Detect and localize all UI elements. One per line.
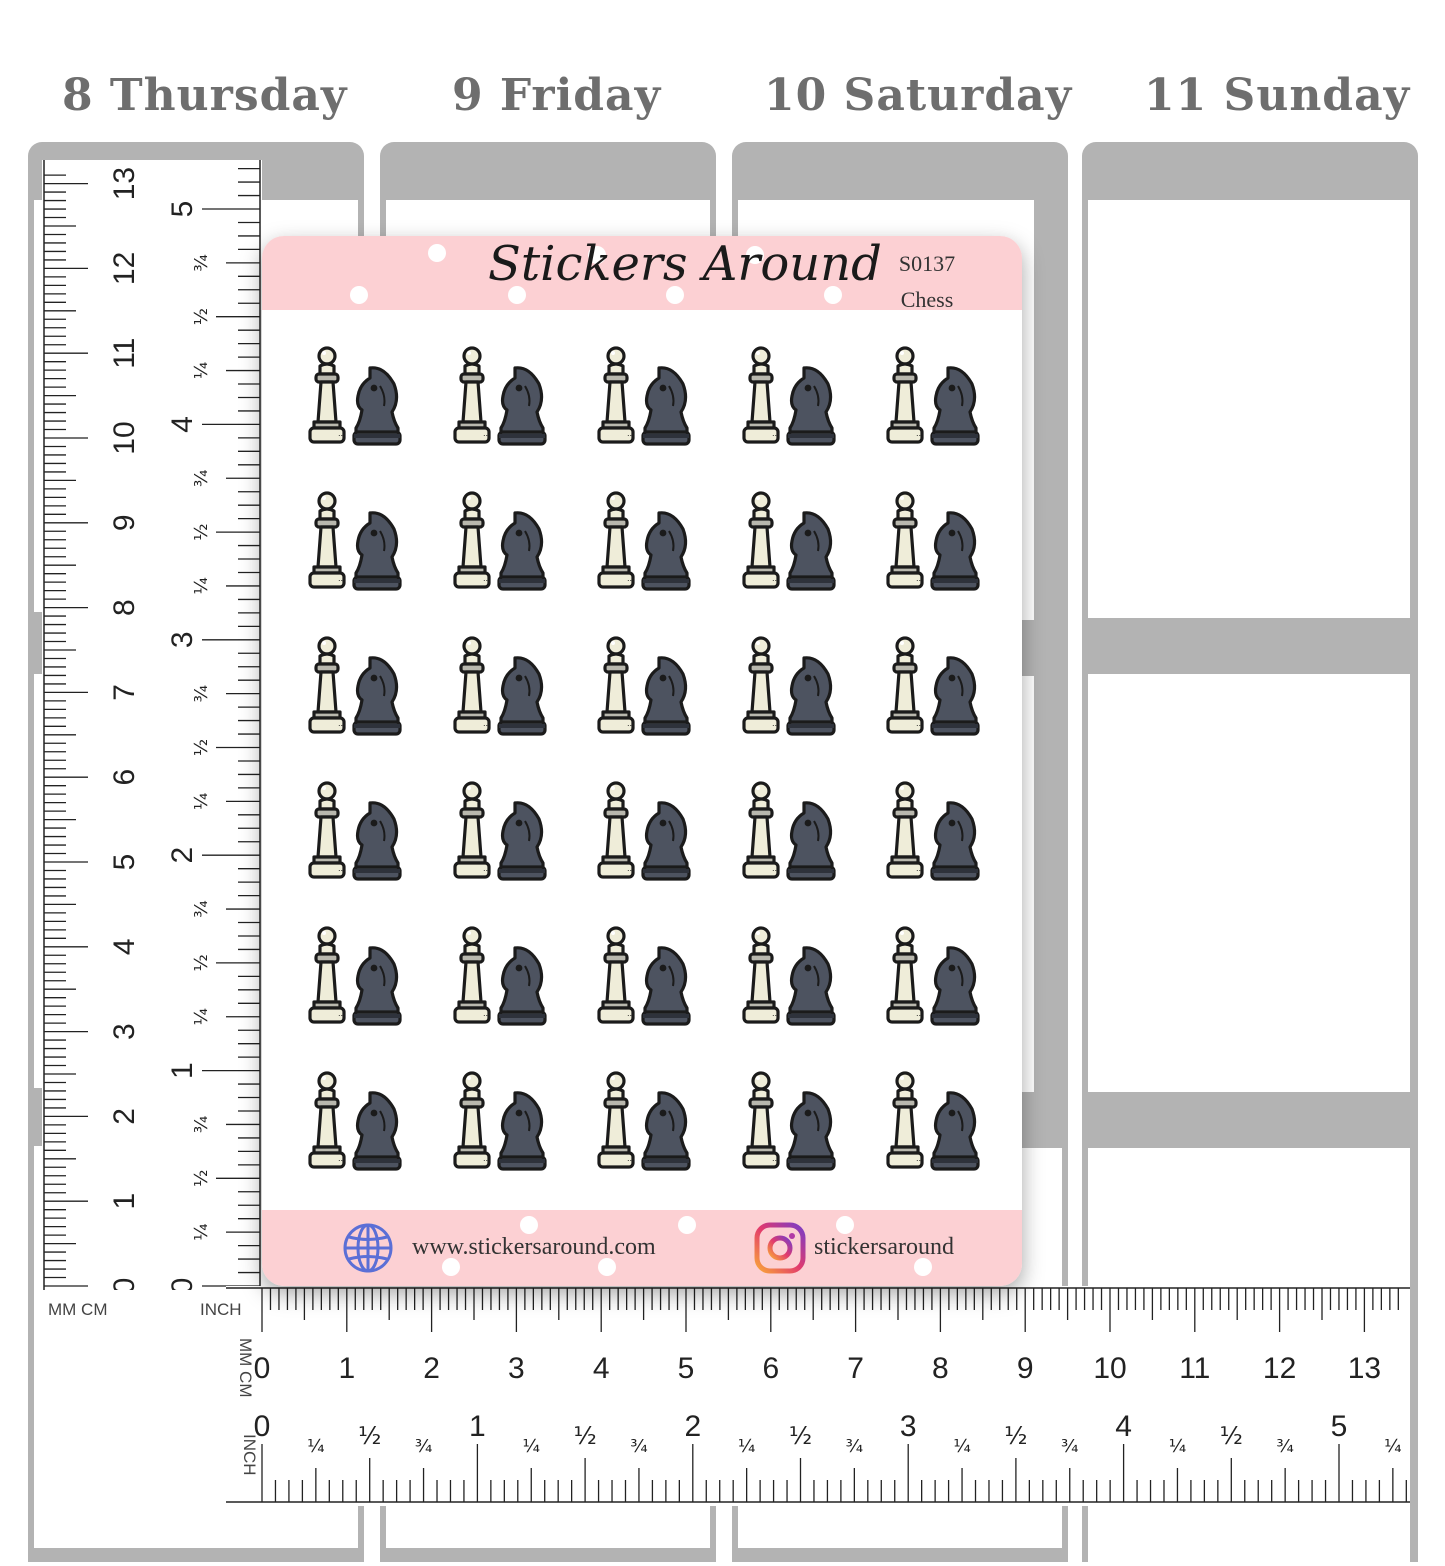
ruler-fraction-label: ½ <box>191 307 212 326</box>
website-link[interactable]: www.stickersaround.com <box>412 1234 656 1260</box>
ruler-inch-label: 0 <box>165 1277 199 1290</box>
ruler-cm-label: 8 <box>107 599 141 616</box>
svg-text:...: ... <box>916 719 924 728</box>
ruler-cm-label: 2 <box>107 1108 141 1125</box>
chess-sticker[interactable] <box>589 1069 693 1173</box>
pawn-and-knight-icon <box>589 344 693 448</box>
pawn-and-knight-icon <box>878 1069 982 1173</box>
chess-sticker[interactable] <box>589 779 693 883</box>
ruler-cm-label: 6 <box>107 768 141 786</box>
chess-sticker[interactable] <box>734 489 838 593</box>
sticker-sheet[interactable] <box>262 236 1022 1286</box>
ruler-inch-label: 3 <box>899 1410 917 1443</box>
ruler-cm-label: 10 <box>1093 1352 1127 1385</box>
pawn-and-knight-icon <box>734 634 838 738</box>
svg-text:...: ... <box>482 1154 491 1163</box>
chess-sticker[interactable] <box>445 1069 549 1173</box>
ruler-inch-label: 1 <box>469 1410 486 1443</box>
chess-sticker[interactable] <box>734 634 838 738</box>
ruler-fraction-label: ¾ <box>414 1436 433 1457</box>
chess-sticker[interactable] <box>300 779 404 883</box>
ruler-cm-label: 10 <box>107 421 141 455</box>
ruler-fraction-label: ¼ <box>1384 1436 1402 1457</box>
horizontal-ruler-scale <box>226 1286 1410 1506</box>
chess-sticker[interactable] <box>878 779 982 883</box>
svg-text:...: ... <box>627 1009 635 1018</box>
brand-logo-text: Stickers Around <box>488 236 882 292</box>
chess-sticker[interactable] <box>300 924 404 1028</box>
ruler-fraction-label: ¼ <box>522 1436 540 1457</box>
ruler-fraction-label: ¾ <box>1061 1436 1079 1457</box>
chess-sticker[interactable] <box>300 344 404 448</box>
ruler-fraction-label: ¼ <box>1168 1436 1187 1457</box>
ruler-cm-label: 3 <box>508 1352 525 1385</box>
pawn-and-knight-icon <box>300 924 404 1028</box>
pawn-and-knight-icon <box>589 924 693 1028</box>
pawn-and-knight-icon <box>734 779 838 883</box>
ruler-fraction-label: ½ <box>191 1169 213 1188</box>
pawn-and-knight-icon <box>878 344 982 448</box>
ruler-cm-label: 1 <box>107 1192 141 1210</box>
svg-text:...: ... <box>916 1009 924 1018</box>
pawn-and-knight-icon <box>734 1069 838 1173</box>
chess-sticker[interactable] <box>878 344 982 448</box>
svg-text:...: ... <box>916 574 924 583</box>
ruler-cm-label: 11 <box>107 337 141 369</box>
pawn-and-knight-icon <box>878 924 982 1028</box>
ruler-fraction-label: ¼ <box>191 577 212 595</box>
chess-sticker[interactable] <box>445 634 549 738</box>
vertical-ruler <box>42 160 262 1290</box>
svg-text:...: ... <box>482 429 491 438</box>
sheet-code <box>862 246 992 318</box>
ruler-inch-label: 4 <box>165 416 199 433</box>
ruler-inch-label: 5 <box>165 200 199 218</box>
ruler-fraction-label: ¾ <box>191 469 212 487</box>
chess-sticker[interactable] <box>878 1069 982 1173</box>
ruler-cm-label: 7 <box>847 1352 864 1385</box>
ruler-fraction-label: ½ <box>1004 1422 1028 1450</box>
svg-text:...: ... <box>771 1154 780 1163</box>
pawn-and-knight-icon <box>878 489 982 593</box>
pawn-and-knight-icon <box>878 779 982 883</box>
pawn-and-knight-icon <box>445 1069 549 1173</box>
ruler-fraction-label: ½ <box>191 738 212 757</box>
ruler-unit-label: INCH <box>240 1434 259 1476</box>
ruler-cm-label: 13 <box>107 166 141 201</box>
ruler-cm-label: 11 <box>1179 1352 1211 1385</box>
ruler-fraction-label: ¾ <box>191 900 212 918</box>
svg-text:...: ... <box>338 429 346 438</box>
day-header-saturday: 10 Saturday <box>764 70 1073 121</box>
pawn-and-knight-icon <box>589 634 693 738</box>
chess-sticker[interactable] <box>300 489 404 593</box>
pawn-and-knight-icon <box>300 344 404 448</box>
svg-text:...: ... <box>482 1009 491 1018</box>
ruler-unit-label: MM CM <box>48 1300 108 1319</box>
svg-text:...: ... <box>482 719 491 728</box>
ruler-inch-label: 0 <box>253 1410 271 1443</box>
ruler-fraction-label: ½ <box>1219 1422 1243 1450</box>
ruler-inch-label: 4 <box>1115 1410 1132 1443</box>
ruler-fraction-label: ¾ <box>1276 1436 1294 1457</box>
chess-sticker[interactable] <box>734 1069 838 1173</box>
chess-sticker[interactable] <box>878 489 982 593</box>
svg-text:...: ... <box>338 1154 346 1163</box>
ruler-fraction-label: ¾ <box>191 1115 212 1134</box>
svg-text:...: ... <box>771 1009 780 1018</box>
svg-text:...: ... <box>627 574 635 583</box>
svg-text:...: ... <box>771 864 780 873</box>
ruler-fraction-label: ¼ <box>307 1436 325 1457</box>
chess-sticker[interactable] <box>445 489 549 593</box>
ruler-fraction-label: ½ <box>191 523 212 541</box>
chess-sticker[interactable] <box>734 924 838 1028</box>
ruler-cm-label: 12 <box>107 251 141 286</box>
planner-box[interactable] <box>1088 674 1410 1092</box>
pawn-and-knight-icon <box>878 634 982 738</box>
svg-text:...: ... <box>916 864 924 873</box>
chess-sticker[interactable] <box>589 634 693 738</box>
svg-text:...: ... <box>771 429 780 438</box>
ruler-cm-label: 9 <box>1016 1352 1034 1385</box>
svg-text:...: ... <box>916 1154 924 1163</box>
ruler-cm-label: 4 <box>592 1352 610 1385</box>
ruler-cm-label: 8 <box>932 1352 949 1385</box>
pawn-and-knight-icon <box>589 779 693 883</box>
ruler-fraction-label: ¼ <box>191 792 212 811</box>
chess-sticker[interactable] <box>445 779 549 883</box>
svg-text:...: ... <box>627 429 635 438</box>
ruler-cm-label: 1 <box>338 1352 356 1385</box>
ruler-cm-label: 0 <box>253 1352 271 1385</box>
instagram-icon <box>754 1222 806 1274</box>
ruler-cm-label: 0 <box>107 1277 141 1290</box>
ruler-fraction-label: ¾ <box>630 1436 648 1457</box>
pawn-and-knight-icon <box>734 344 838 448</box>
chess-sticker[interactable] <box>878 634 982 738</box>
pawn-and-knight-icon <box>734 924 838 1028</box>
chess-sticker[interactable] <box>300 1069 404 1173</box>
ruler-cm-label: 13 <box>1347 1352 1382 1385</box>
svg-text:...: ... <box>627 1154 635 1163</box>
ruler-cm-label: 5 <box>107 853 141 871</box>
day-header-sunday: 11 Sunday <box>1144 70 1411 121</box>
product-code: S0137 <box>898 251 956 276</box>
svg-text:...: ... <box>338 864 346 873</box>
svg-text:...: ... <box>771 719 780 728</box>
ruler-fraction-label: ¾ <box>191 684 212 703</box>
ruler-inch-label: 2 <box>684 1410 702 1443</box>
chess-sticker[interactable] <box>589 924 693 1028</box>
ruler-cm-label: 2 <box>423 1352 440 1385</box>
ruler-inch-label: 3 <box>165 631 199 649</box>
pawn-and-knight-icon <box>589 1069 693 1173</box>
ruler-unit-label: INCH <box>200 1300 242 1319</box>
pawn-and-knight-icon <box>300 779 404 883</box>
ruler-fraction-label: ¼ <box>191 1008 212 1026</box>
ruler-fraction-label: ¾ <box>191 254 212 272</box>
pawn-and-knight-icon <box>589 489 693 593</box>
pawn-and-knight-icon <box>300 1069 404 1173</box>
ruler-cm-label: 4 <box>107 938 141 956</box>
ruler-cm-label: 7 <box>107 684 141 701</box>
sheet-header <box>262 236 1022 310</box>
ruler-unit-label: MM CM <box>236 1338 255 1398</box>
ruler-fraction-label: ¾ <box>845 1436 864 1457</box>
svg-text:...: ... <box>482 574 491 583</box>
day-header-thursday: 8 Thursday <box>62 70 348 121</box>
svg-text:...: ... <box>338 1009 346 1018</box>
vertical-ruler-scale <box>42 160 262 1290</box>
ruler-inch-label: 5 <box>1330 1410 1348 1443</box>
ruler-inch-label: 2 <box>165 846 199 864</box>
chess-sticker[interactable] <box>445 344 549 448</box>
ruler-fraction-label: ½ <box>788 1422 813 1450</box>
ruler-cm-label: 12 <box>1262 1352 1297 1385</box>
pawn-and-knight-icon <box>300 489 404 593</box>
ruler-cm-label: 5 <box>677 1352 695 1385</box>
ruler-fraction-label: ¼ <box>737 1436 756 1457</box>
chess-sticker[interactable] <box>734 779 838 883</box>
instagram-handle[interactable]: stickersaround <box>814 1234 954 1260</box>
svg-text:...: ... <box>627 864 635 873</box>
chess-sticker[interactable] <box>300 634 404 738</box>
pawn-and-knight-icon <box>734 489 838 593</box>
svg-text:...: ... <box>771 574 780 583</box>
ruler-cm-label: 3 <box>107 1023 141 1040</box>
day-header-friday: 9 Friday <box>452 70 662 121</box>
ruler-fraction-label: ¼ <box>191 361 212 380</box>
chess-sticker[interactable] <box>589 344 693 448</box>
planner-box[interactable] <box>1088 200 1410 618</box>
pawn-and-knight-icon <box>445 924 549 1028</box>
ruler-fraction-label: ¼ <box>953 1436 971 1457</box>
pawn-and-knight-icon <box>445 489 549 593</box>
chess-sticker[interactable] <box>445 924 549 1028</box>
pawn-and-knight-icon <box>445 779 549 883</box>
chess-sticker[interactable] <box>878 924 982 1028</box>
sheet-footer <box>262 1210 1022 1286</box>
horizontal-ruler <box>226 1286 1410 1506</box>
ruler-fraction-label: ½ <box>573 1422 597 1450</box>
chess-sticker[interactable] <box>589 489 693 593</box>
ruler-cm-label: 9 <box>107 514 141 532</box>
chess-sticker[interactable] <box>734 344 838 448</box>
ruler-fraction-label: ½ <box>191 954 212 972</box>
globe-icon <box>342 1222 394 1274</box>
ruler-inch-label: 1 <box>165 1062 199 1079</box>
pawn-and-knight-icon <box>445 634 549 738</box>
svg-text:...: ... <box>916 429 924 438</box>
pawn-and-knight-icon <box>445 344 549 448</box>
svg-text:...: ... <box>338 719 346 728</box>
ruler-cm-label: 6 <box>762 1352 780 1385</box>
pawn-and-knight-icon <box>300 634 404 738</box>
svg-text:...: ... <box>482 864 491 873</box>
ruler-fraction-label: ½ <box>358 1422 382 1450</box>
svg-text:...: ... <box>627 719 635 728</box>
product-name: Chess <box>900 287 954 312</box>
ruler-fraction-label: ¼ <box>191 1223 212 1241</box>
svg-text:...: ... <box>338 574 346 583</box>
